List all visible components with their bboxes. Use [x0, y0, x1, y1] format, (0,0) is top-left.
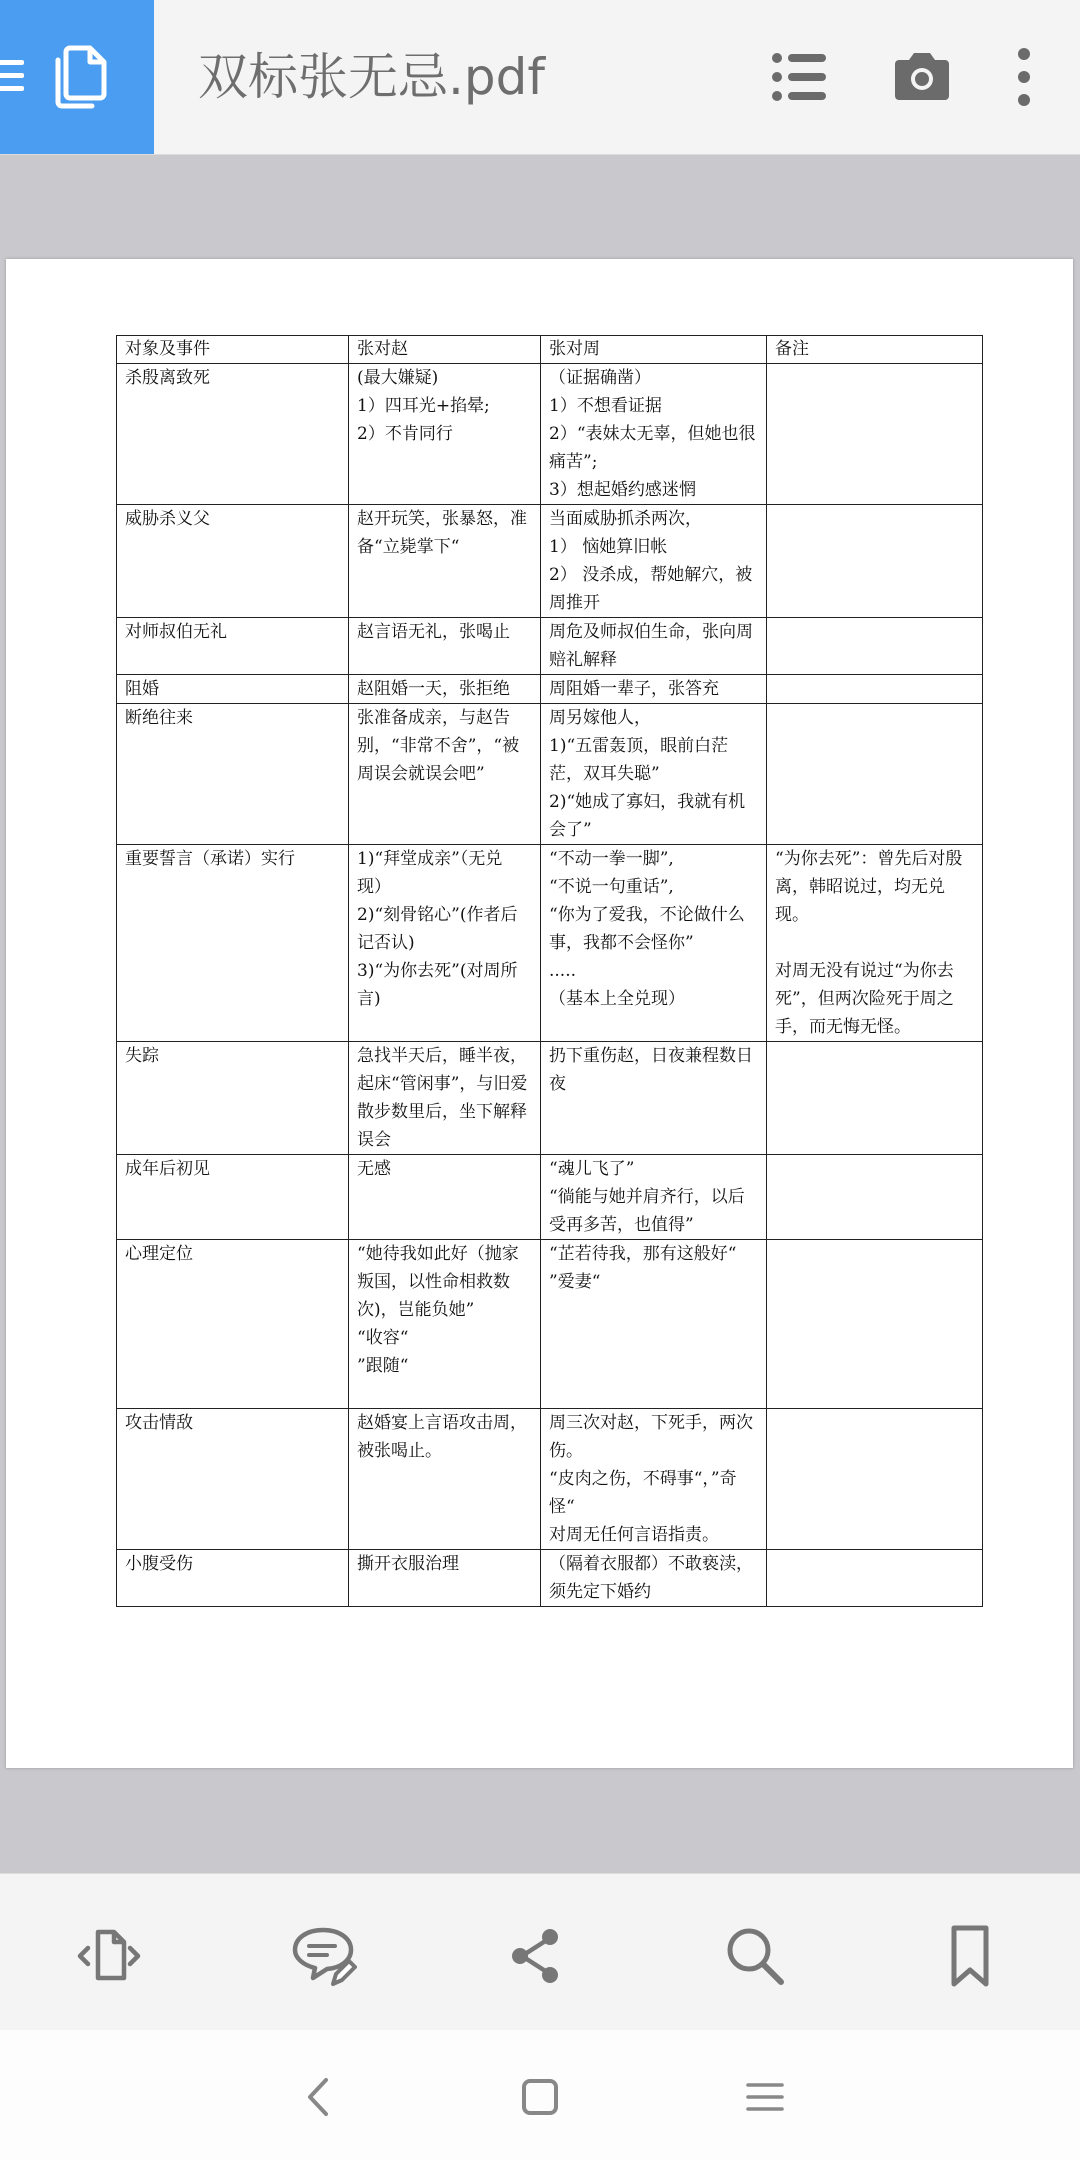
table-cell: 心理定位	[117, 1240, 349, 1409]
recents-icon	[740, 2072, 790, 2122]
system-navigation-bar	[0, 2030, 1080, 2160]
table-header: 张对赵	[349, 336, 541, 364]
table-cell: 周危及师叔伯生命，张向周赔礼解释	[541, 618, 767, 675]
pdf-page[interactable]	[6, 259, 1073, 1768]
table-row	[117, 505, 983, 618]
more-vert-icon	[991, 44, 1057, 110]
table-cell: “她待我如此好（抛家叛国，以性命相救数次)，岂能负她” “收容“ ”跟随“	[349, 1240, 541, 1409]
table-cell	[767, 364, 983, 505]
document-title: 双标张无忌.pdf	[198, 48, 545, 106]
app-toolbar	[0, 0, 1080, 155]
table-row	[117, 675, 983, 704]
more-options-button[interactable]	[991, 44, 1057, 110]
table-cell: “不动一拳一脚”, “不说一句重话”, “你为了爱我，不论做什么事，我都不会怪你” ..... （基本上全兑现）	[541, 845, 767, 1042]
table-header: 对象及事件	[117, 336, 349, 364]
table-cell: “为你去死”：曾先后对殷离，韩昭说过，均无兑现。 对周无没有说过“为你去死”，但两次险死于周之手，而无悔无怪。	[767, 845, 983, 1042]
table-cell: 急找半天后，睡半夜，起床“管闲事”，与旧爱散步数里后，坐下解释误会	[349, 1042, 541, 1155]
table-header: 备注	[767, 336, 983, 364]
table-header: 张对周	[541, 336, 767, 364]
table-row	[117, 618, 983, 675]
nav-back-button[interactable]	[294, 2072, 344, 2122]
table-cell: 威胁杀义父	[117, 505, 349, 618]
table-cell: 重要誓言（承诺）实行	[117, 845, 349, 1042]
table-cell: 成年后初见	[117, 1155, 349, 1240]
table-cell: 张准备成亲，与赵告别，“非常不舍”，“被周误会就误会吧”	[349, 704, 541, 845]
search-icon	[721, 1922, 789, 1990]
table-row	[117, 1409, 983, 1550]
table-cell: 周阻婚一辈子，张答充	[541, 675, 767, 704]
nav-recents-button[interactable]	[740, 2072, 790, 2122]
table-cell: （证据确凿） 1）不想看证据 2）“表妹太无辜，但她也很痛苦”; 3）想起婚约感迷惘	[541, 364, 767, 505]
comparison-table	[116, 335, 983, 1607]
table-cell: 杀殷离致死	[117, 364, 349, 505]
table-cell	[767, 1155, 983, 1240]
outline-list-icon	[766, 44, 832, 110]
table-cell: 对师叔伯无礼	[117, 618, 349, 675]
nav-home-button[interactable]	[515, 2072, 565, 2122]
table-cell: 1)“拜堂成亲”（无兑现） 2)“刻骨铭心”(作者后记否认) 3)“为你去死”(对周所言)	[349, 845, 541, 1042]
table-cell	[767, 505, 983, 618]
search-button[interactable]	[721, 1922, 789, 1990]
table-cell	[767, 1240, 983, 1409]
bottom-toolbar	[0, 1873, 1080, 2031]
document-viewport[interactable]	[0, 155, 1080, 1873]
page-export-icon	[74, 1922, 142, 1990]
menu-icon[interactable]	[0, 54, 28, 98]
table-cell	[767, 704, 983, 845]
table-cell: 撕开衣服治理	[349, 1550, 541, 1607]
table-row	[117, 704, 983, 845]
table-row	[117, 1240, 983, 1409]
table-cell: “魂儿飞了” “徜能与她并肩齐行，以后受再多苦，也值得”	[541, 1155, 767, 1240]
table-cell: 赵言语无礼，张喝止	[349, 618, 541, 675]
table-row	[117, 364, 983, 505]
home-icon	[515, 2072, 565, 2122]
sidebar-toggle-tab[interactable]	[0, 0, 154, 154]
table-cell: 赵阻婚一天，张拒绝	[349, 675, 541, 704]
comment-button[interactable]	[289, 1922, 357, 1990]
table-cell	[767, 1042, 983, 1155]
share-icon	[502, 1922, 570, 1990]
bookmark-button[interactable]	[936, 1922, 1004, 1990]
back-icon	[294, 2072, 344, 2122]
table-row	[117, 1042, 983, 1155]
table-cell: 失踪	[117, 1042, 349, 1155]
table-cell	[767, 1409, 983, 1550]
share-button[interactable]	[502, 1922, 570, 1990]
table-cell: 赵婚宴上言语攻击周，被张喝止。	[349, 1409, 541, 1550]
table-cell: 断绝往来	[117, 704, 349, 845]
table-cell: (最大嫌疑) 1）四耳光+掐晕; 2）不肯同行	[349, 364, 541, 505]
table-cell: 周另嫁他人， 1)“五雷轰顶，眼前白茫茫，双耳失聪” 2)“她成了寡妇，我就有机会了”	[541, 704, 767, 845]
table-cell	[767, 618, 983, 675]
document-pages-icon[interactable]	[50, 44, 110, 110]
table-cell: “芷若待我，那有这般好“ ”爱妻“	[541, 1240, 767, 1409]
camera-icon	[889, 44, 955, 110]
table-row	[117, 1550, 983, 1607]
table-header-row	[117, 336, 983, 364]
table-cell: 扔下重伤赵，日夜兼程数日夜	[541, 1042, 767, 1155]
screenshot-button[interactable]	[889, 44, 955, 110]
comment-edit-icon	[289, 1922, 357, 1990]
table-cell: 周三次对赵，下死手，两次伤。 “皮肉之伤，不碍事“，”奇怪“ 对周无任何言语指责。	[541, 1409, 767, 1550]
table-cell: 小腹受伤	[117, 1550, 349, 1607]
table-cell: （隔着衣服都）不敢亵渎，须先定下婚约	[541, 1550, 767, 1607]
table-cell	[767, 1550, 983, 1607]
outline-button[interactable]	[766, 44, 832, 110]
table-cell	[767, 675, 983, 704]
table-cell: 阻婚	[117, 675, 349, 704]
table-cell: 无感	[349, 1155, 541, 1240]
page-export-button[interactable]	[74, 1922, 142, 1990]
table-row	[117, 1155, 983, 1240]
bookmark-icon	[936, 1922, 1004, 1990]
table-cell: 当面威胁抓杀两次， 1） 恼她算旧帐 2） 没杀成，帮她解穴，被周推开	[541, 505, 767, 618]
table-cell: 赵开玩笑，张暴怒，准备“立毙掌下“	[349, 505, 541, 618]
table-cell: 攻击情敌	[117, 1409, 349, 1550]
table-row	[117, 845, 983, 1042]
